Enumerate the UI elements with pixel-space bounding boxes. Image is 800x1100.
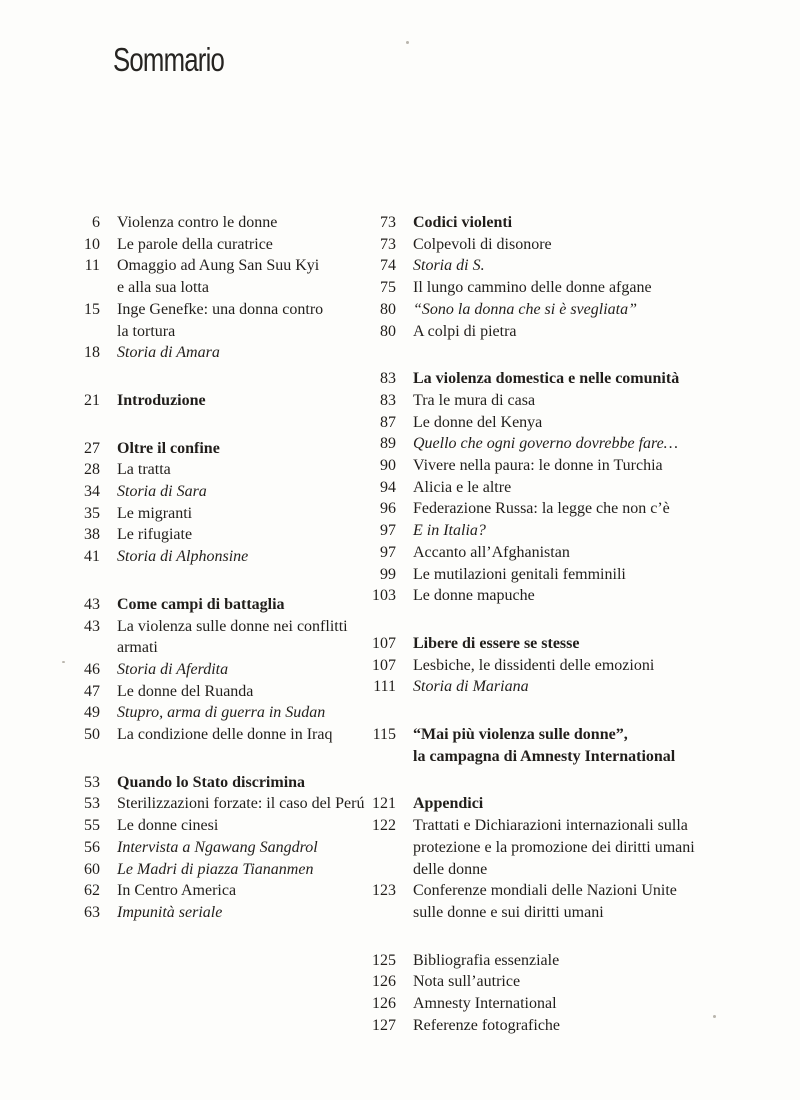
page-number: 34 xyxy=(84,483,100,501)
toc-entry xyxy=(356,793,756,815)
toc-entry xyxy=(356,815,756,837)
entry-title: Libere di essere se stesse xyxy=(413,634,580,652)
toc-entry-continuation xyxy=(60,637,390,659)
toc-entry xyxy=(356,455,756,477)
toc-group xyxy=(60,390,390,412)
page-number: 46 xyxy=(84,660,100,678)
entry-title: delle donne xyxy=(413,860,488,878)
toc-entry xyxy=(356,477,756,499)
toc-entry xyxy=(60,837,390,859)
toc-entry xyxy=(60,503,390,525)
toc-group xyxy=(356,368,756,607)
toc-group xyxy=(356,633,756,698)
page-number: 49 xyxy=(84,704,100,722)
page-number: 97 xyxy=(380,543,396,561)
entry-title: Federazione Russa: la legge che non c’è xyxy=(413,500,670,518)
page-number: 75 xyxy=(380,279,396,297)
entry-title: Codici violenti xyxy=(413,214,513,231)
entry-title: Quello che ogni governo dovrebbe fare… xyxy=(413,435,678,453)
entry-title: Referenze fotografiche xyxy=(413,1016,561,1034)
entry-title: Intervista a Ngawang Sangdrol xyxy=(117,838,318,856)
entry-title: Storia di Aferdita xyxy=(117,660,229,678)
toc-entry xyxy=(60,724,390,746)
entry-title: Quando lo Stato discrimina xyxy=(117,773,306,791)
page-number: 115 xyxy=(372,726,396,744)
entry-title: Trattati e Dichiarazioni internazionali sulla xyxy=(413,817,688,835)
toc-entry xyxy=(356,520,756,542)
toc-entry xyxy=(60,793,390,815)
toc-entry xyxy=(356,433,756,455)
toc-entry xyxy=(60,342,390,364)
page-number: 90 xyxy=(380,457,396,475)
page-number: 73 xyxy=(380,214,396,231)
page-number: 111 xyxy=(373,678,396,696)
entry-title: Le donne del Ruanda xyxy=(117,682,254,700)
toc-group xyxy=(356,950,756,1037)
entry-title: Le donne mapuche xyxy=(413,587,535,605)
page-number: 21 xyxy=(84,391,100,409)
entry-title: protezione e la promozione dei diritti umani xyxy=(413,838,695,856)
entry-title: Inge Genefke: una donna contro xyxy=(117,300,324,318)
toc-entry xyxy=(60,255,390,277)
page-number xyxy=(60,277,100,299)
entry-title: Le parole della curatrice xyxy=(117,235,273,253)
scan-artifact xyxy=(406,41,409,44)
entry-title: e alla sua lotta xyxy=(117,279,209,297)
page-number: 43 xyxy=(84,595,100,613)
entry-title: Amnesty International xyxy=(413,995,557,1013)
entry-title: Bibliografia essenziale xyxy=(413,951,560,969)
entry-title: E in Italia? xyxy=(413,522,486,540)
scan-artifact xyxy=(62,661,65,663)
page-number: 74 xyxy=(380,257,396,275)
page-number xyxy=(356,746,396,768)
toc-group xyxy=(60,594,390,746)
toc-group xyxy=(60,438,390,568)
toc-entry-continuation xyxy=(60,321,390,343)
page-number: 6 xyxy=(92,214,100,231)
page-number: 123 xyxy=(372,882,396,900)
entry-title: Le donne del Kenya xyxy=(413,413,543,431)
page-number: 11 xyxy=(84,257,100,275)
entry-title: Il lungo cammino delle donne afgane xyxy=(413,279,652,297)
page-number: 55 xyxy=(84,817,100,835)
page-number: 121 xyxy=(372,795,396,813)
toc-entry xyxy=(60,702,390,724)
page-number: 60 xyxy=(84,860,100,878)
toc-entry xyxy=(60,772,390,794)
toc-entry xyxy=(356,299,756,321)
entry-title: Le Madri di piazza Tiananmen xyxy=(117,860,314,878)
entry-title: Conferenze mondiali delle Nazioni Unite xyxy=(413,882,677,900)
entry-title: Sterilizzazioni forzate: il caso del Perú xyxy=(117,795,365,813)
page-number: 50 xyxy=(84,726,100,744)
entry-title: A colpi di pietra xyxy=(413,322,517,340)
page-number: 35 xyxy=(84,504,100,522)
toc-entry-continuation xyxy=(356,859,756,881)
toc-entry xyxy=(356,255,756,277)
toc-entry xyxy=(356,676,756,698)
page-number: 103 xyxy=(372,587,396,605)
page-number: 62 xyxy=(84,882,100,900)
page-number xyxy=(356,837,396,859)
entry-title: Come campi di battaglia xyxy=(117,595,285,613)
entry-title: “Sono la donna che si è svegliata” xyxy=(413,300,637,318)
toc-entry xyxy=(356,993,756,1015)
page-number: 73 xyxy=(380,235,396,253)
toc-group xyxy=(60,772,390,924)
toc-entry xyxy=(356,950,756,972)
toc-entry xyxy=(60,438,390,460)
toc-entry xyxy=(60,481,390,503)
entry-title: la campagna di Amnesty International xyxy=(413,747,676,765)
entry-title: In Centro America xyxy=(117,882,237,900)
toc-entry xyxy=(356,724,756,746)
toc-entry xyxy=(356,1015,756,1037)
scan-artifact xyxy=(713,1015,716,1018)
toc-entry xyxy=(60,212,390,234)
entry-title: Oltre il confine xyxy=(117,439,220,457)
page-number xyxy=(356,859,396,881)
entry-title: Tra le mura di casa xyxy=(413,391,536,409)
page-number: 126 xyxy=(372,995,396,1013)
entry-title: Colpevoli di disonore xyxy=(413,235,552,253)
toc-group xyxy=(60,212,390,364)
page-number: 41 xyxy=(84,548,100,566)
entry-title: sulle donne e sui diritti umani xyxy=(413,903,604,921)
page-number: 94 xyxy=(380,478,396,496)
toc-column-left xyxy=(60,212,390,950)
toc-entry xyxy=(60,815,390,837)
page-number: 122 xyxy=(372,817,396,835)
toc-entry xyxy=(60,594,390,616)
entry-title: La condizione delle donne in Iraq xyxy=(117,726,333,744)
page-number: 43 xyxy=(84,617,100,635)
page-number: 99 xyxy=(380,565,396,583)
toc-entry xyxy=(60,902,390,924)
toc-entry xyxy=(356,655,756,677)
entry-title: Storia di S. xyxy=(413,257,485,275)
page-number xyxy=(60,321,100,343)
toc-entry xyxy=(60,659,390,681)
page-number: 53 xyxy=(84,773,100,791)
entry-title: Le rifugiate xyxy=(117,526,193,544)
toc-entry-continuation xyxy=(356,902,756,924)
toc-entry xyxy=(356,880,756,902)
entry-title: La violenza domestica e nelle comunità xyxy=(413,370,680,388)
toc-entry-continuation xyxy=(356,746,756,768)
entry-title: Accanto all’Afghanistan xyxy=(413,543,570,561)
toc-entry xyxy=(60,616,390,638)
toc-entry xyxy=(356,971,756,993)
entry-title: Lesbiche, le dissidenti delle emozioni xyxy=(413,656,655,674)
entry-title: Le migranti xyxy=(117,504,193,522)
entry-title: Appendici xyxy=(413,795,484,813)
page-number: 27 xyxy=(84,439,100,457)
entry-title: Storia di Alphonsine xyxy=(117,548,249,566)
page-number: 83 xyxy=(380,370,396,388)
entry-title: Violenza contro le donne xyxy=(117,214,278,231)
entry-title: armati xyxy=(117,639,158,657)
toc-entry xyxy=(356,564,756,586)
toc-group xyxy=(356,724,756,767)
toc-entry-continuation xyxy=(60,277,390,299)
entry-title: La violenza sulle donne nei conflitti xyxy=(117,617,348,635)
entry-title: La tratta xyxy=(117,461,171,479)
entry-title: Vivere nella paura: le donne in Turchia xyxy=(413,457,663,475)
toc-entry xyxy=(356,212,756,234)
page-number xyxy=(60,637,100,659)
page-number: 87 xyxy=(380,413,396,431)
toc-entry xyxy=(356,412,756,434)
page-number: 53 xyxy=(84,795,100,813)
toc-group xyxy=(356,793,756,923)
page-number: 83 xyxy=(380,391,396,409)
page-number: 126 xyxy=(372,973,396,991)
entry-title: Storia di Sara xyxy=(117,483,207,501)
toc-entry xyxy=(356,321,756,343)
entry-title: Storia di Mariana xyxy=(413,678,529,696)
toc-entry xyxy=(356,498,756,520)
page-title: Sommario xyxy=(113,41,225,78)
page-number: 80 xyxy=(380,300,396,318)
page-number: 28 xyxy=(84,461,100,479)
toc-entry xyxy=(356,585,756,607)
entry-title: Omaggio ad Aung San Suu Kyi xyxy=(117,257,320,275)
toc-entry xyxy=(356,368,756,390)
toc-entry xyxy=(60,234,390,256)
toc-entry xyxy=(60,524,390,546)
entry-title: Le mutilazioni genitali femminili xyxy=(413,565,626,583)
toc-entry xyxy=(356,277,756,299)
page-number: 18 xyxy=(84,344,100,362)
entry-title: “Mai più violenza sulle donne”, xyxy=(413,726,628,744)
page-number xyxy=(356,902,396,924)
toc-entry xyxy=(356,542,756,564)
toc-entry xyxy=(60,681,390,703)
page-number: 38 xyxy=(84,526,100,544)
toc-entry xyxy=(60,299,390,321)
page-number: 63 xyxy=(84,903,100,921)
page-number: 107 xyxy=(372,634,396,652)
toc-column-right xyxy=(356,212,756,1063)
page-number: 125 xyxy=(372,951,396,969)
page-number: 56 xyxy=(84,838,100,856)
toc-entry xyxy=(356,633,756,655)
entry-title: Nota sull’autrice xyxy=(413,973,521,991)
toc-entry xyxy=(356,390,756,412)
entry-title: Le donne cinesi xyxy=(117,817,219,835)
toc-entry xyxy=(60,546,390,568)
toc-entry-continuation xyxy=(356,837,756,859)
page-number: 80 xyxy=(380,322,396,340)
toc-entry xyxy=(60,390,390,412)
entry-title: Introduzione xyxy=(117,391,206,409)
entry-title: Storia di Amara xyxy=(117,344,220,362)
page-number: 47 xyxy=(84,682,100,700)
page-number: 107 xyxy=(372,656,396,674)
toc-entry xyxy=(60,859,390,881)
toc-entry xyxy=(60,880,390,902)
page-number: 89 xyxy=(380,435,396,453)
page-number: 10 xyxy=(84,235,100,253)
page-number: 15 xyxy=(84,300,100,318)
entry-title: Impunità seriale xyxy=(117,903,223,921)
toc-entry xyxy=(356,234,756,256)
entry-title: Stupro, arma di guerra in Sudan xyxy=(117,704,326,722)
page-number: 96 xyxy=(380,500,396,518)
page-number: 127 xyxy=(372,1016,396,1034)
entry-title: Alicia e le altre xyxy=(413,478,512,496)
entry-title: la tortura xyxy=(117,322,176,340)
page-number: 97 xyxy=(380,522,396,540)
toc-group xyxy=(356,212,756,342)
toc-entry xyxy=(60,459,390,481)
